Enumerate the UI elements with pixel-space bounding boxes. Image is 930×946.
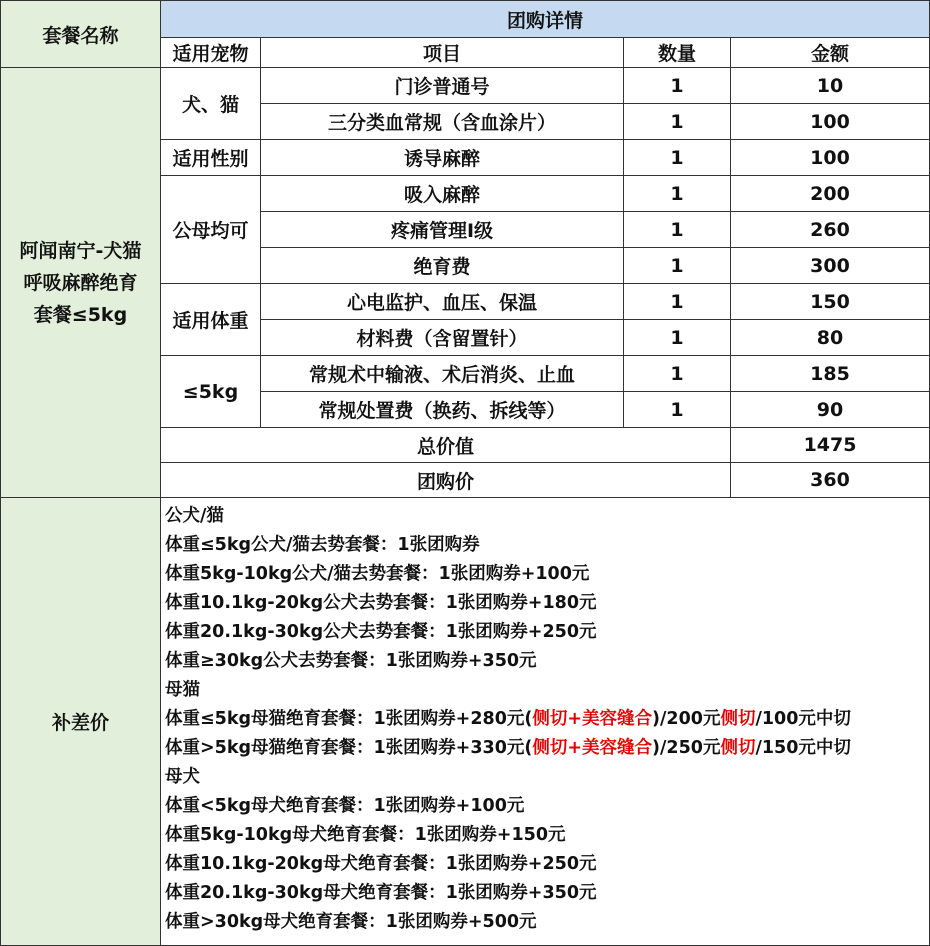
package-name-line: 阿闻南宁-犬猫 bbox=[19, 239, 142, 262]
supplement-details bbox=[161, 498, 930, 946]
item-name: 吸入麻醉 bbox=[261, 176, 624, 212]
gender-label: 适用性别 bbox=[161, 140, 261, 176]
package-name-line: 套餐≤5kg bbox=[33, 303, 128, 326]
line-text: /150元中切 bbox=[755, 738, 851, 758]
item-name: 疼痛管理Ⅰ级 bbox=[261, 212, 624, 248]
supplement-line: 体重5kg-10kg公犬/猫去势套餐：1张团购券+100元 bbox=[165, 564, 590, 584]
package-name-line: 呼吸麻醉绝育 bbox=[23, 271, 138, 294]
item-amount: 260 bbox=[731, 212, 930, 248]
supplement-line: 体重>30kg母犬绝育套餐：1张团购券+500元 bbox=[165, 912, 537, 932]
item-name: 诱导麻醉 bbox=[261, 140, 624, 176]
supplement-line: 体重≤5kg公犬/猫去势套餐：1张团购券 bbox=[165, 535, 480, 555]
highlight-text: 侧切 bbox=[720, 709, 756, 729]
item-name: 常规术中输液、术后消炎、止血 bbox=[261, 356, 624, 392]
male-heading: 公犬/猫 bbox=[165, 506, 224, 526]
item-name: 门诊普通号 bbox=[261, 68, 624, 104]
details-header: 团购详情 bbox=[161, 1, 930, 38]
highlight-text: 侧切+美容缝合 bbox=[532, 738, 653, 758]
item-amount: 90 bbox=[731, 392, 930, 428]
line-text: )/250元 bbox=[652, 738, 721, 758]
item-qty: 1 bbox=[624, 176, 731, 212]
supplement-label: 补差价 bbox=[1, 498, 161, 946]
supplement-line bbox=[165, 705, 925, 734]
item-name: 三分类血常规（含血涂片） bbox=[261, 104, 624, 140]
item-amount: 100 bbox=[731, 140, 930, 176]
total-value-label: 总价值 bbox=[161, 428, 731, 463]
female-cat-heading: 母猫 bbox=[165, 680, 200, 700]
item-name: 心电监护、血压、保温 bbox=[261, 284, 624, 320]
highlight-text: 侧切+美容缝合 bbox=[532, 709, 653, 729]
supplement-line: 体重10.1kg-20kg公犬去势套餐：1张团购券+180元 bbox=[165, 593, 597, 613]
line-text: 体重≤5kg母猫绝育套餐：1张团购券+280元( bbox=[165, 709, 533, 729]
item-qty: 1 bbox=[624, 140, 731, 176]
item-amount: 300 bbox=[731, 248, 930, 284]
item-name: 常规处置费（换药、拆线等） bbox=[261, 392, 624, 428]
package-name-cell bbox=[1, 68, 161, 498]
item-amount: 80 bbox=[731, 320, 930, 356]
item-qty: 1 bbox=[624, 320, 731, 356]
supplement-line: 体重20.1kg-30kg母犬绝育套餐：1张团购券+350元 bbox=[165, 883, 597, 903]
female-dog-heading: 母犬 bbox=[165, 767, 200, 787]
item-amount: 10 bbox=[731, 68, 930, 104]
supplement-line: 体重10.1kg-20kg母犬绝育套餐：1张团购券+250元 bbox=[165, 854, 597, 874]
qty-column-header: 数量 bbox=[624, 38, 731, 68]
item-amount: 150 bbox=[731, 284, 930, 320]
item-column-header: 项目 bbox=[261, 38, 624, 68]
item-qty: 1 bbox=[624, 212, 731, 248]
supplement-line: 体重20.1kg-30kg公犬去势套餐：1张团购券+250元 bbox=[165, 622, 597, 642]
item-amount: 185 bbox=[731, 356, 930, 392]
item-qty: 1 bbox=[624, 392, 731, 428]
item-name: 材料费（含留置针） bbox=[261, 320, 624, 356]
gender-value: 公母均可 bbox=[161, 176, 261, 284]
supplement-line: 体重5kg-10kg母犬绝育套餐：1张团购券+150元 bbox=[165, 825, 566, 845]
weight-label: 适用体重 bbox=[161, 284, 261, 356]
amount-column-header: 金额 bbox=[731, 38, 930, 68]
package-name-header: 套餐名称 bbox=[1, 1, 161, 68]
total-value-amount: 1475 bbox=[731, 428, 930, 463]
line-text: /100元中切 bbox=[755, 709, 851, 729]
item-qty: 1 bbox=[624, 356, 731, 392]
line-text: 体重>5kg母猫绝育套餐：1张团购券+330元( bbox=[165, 738, 533, 758]
line-text: )/200元 bbox=[652, 709, 721, 729]
group-price-amount: 360 bbox=[731, 463, 930, 498]
supplement-line: 体重≥30kg公犬去势套餐：1张团购券+350元 bbox=[165, 651, 537, 671]
group-price-label: 团购价 bbox=[161, 463, 731, 498]
item-amount: 100 bbox=[731, 104, 930, 140]
item-qty: 1 bbox=[624, 248, 731, 284]
item-amount: 200 bbox=[731, 176, 930, 212]
pet-column-header: 适用宠物 bbox=[161, 38, 261, 68]
item-qty: 1 bbox=[624, 104, 731, 140]
item-qty: 1 bbox=[624, 68, 731, 104]
weight-value: ≤5kg bbox=[161, 356, 261, 428]
item-qty: 1 bbox=[624, 284, 731, 320]
pet-type-cell: 犬、猫 bbox=[161, 68, 261, 140]
highlight-text: 侧切 bbox=[720, 738, 756, 758]
supplement-line bbox=[165, 734, 925, 763]
item-name: 绝育费 bbox=[261, 248, 624, 284]
supplement-line: 体重<5kg母犬绝育套餐：1张团购券+100元 bbox=[165, 796, 525, 816]
